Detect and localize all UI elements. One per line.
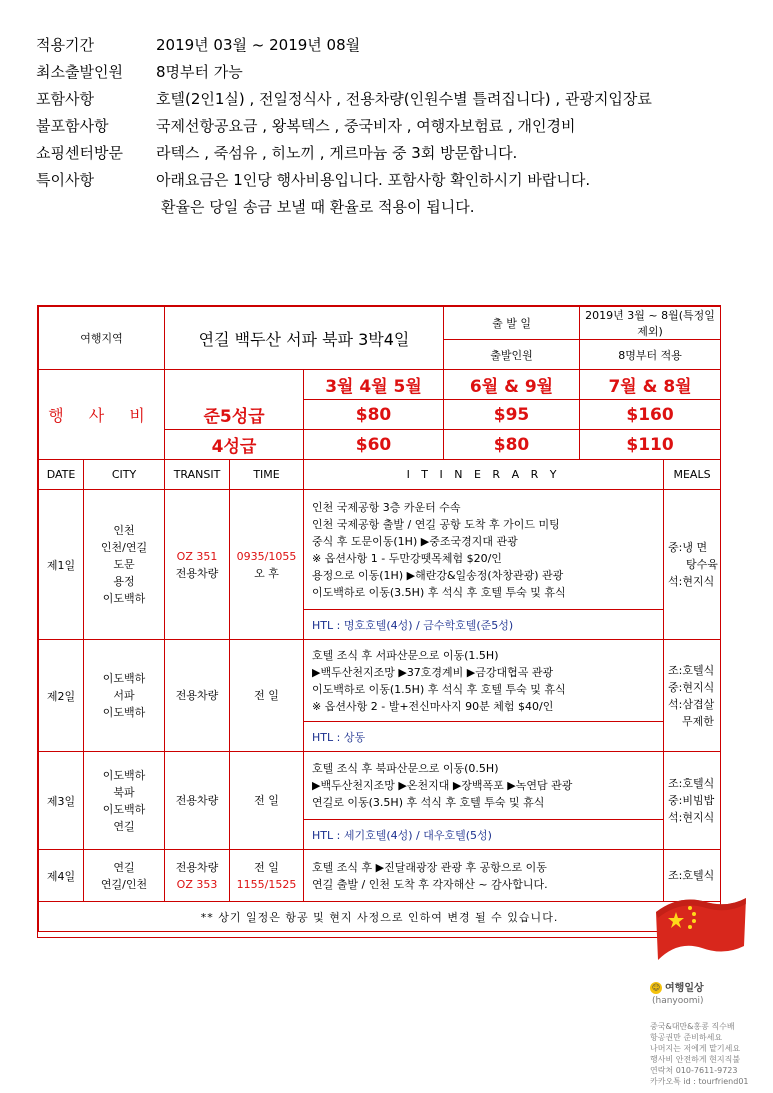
day-row-4	[39, 850, 721, 902]
info-row-period	[36, 32, 756, 59]
activity: ※ 옵션사항 2 - 발+전신마사지 90분 체험 $40/인	[312, 699, 554, 713]
city: 이도백하	[102, 706, 146, 719]
price-value: $60	[304, 430, 444, 460]
day-label: 제4일	[39, 850, 84, 902]
time-cell	[230, 640, 304, 752]
price-value: $110	[580, 430, 721, 460]
region-label: 여행지역	[39, 307, 165, 370]
city: 인천	[113, 524, 135, 537]
activity: 호텔 조식 후 서파산문으로 이동(1.5H)	[312, 648, 499, 662]
departure-value: 2019년 3월 ~ 8월(특정일제외)	[580, 307, 721, 340]
watermark-line: 카카오톡 id : tourfriend01	[650, 1077, 749, 1086]
flight-number: OZ 353	[176, 877, 218, 891]
watermark-lines	[650, 1021, 765, 1087]
info-value: 라텍스 , 죽섬유 , 히노끼 , 게르마늄 중 3회 방문합니다.	[156, 144, 518, 162]
info-row-notes	[36, 167, 756, 194]
watermark-line: 나머지는 저에게 맡기세요	[650, 1044, 741, 1053]
info-value: 국제선항공요금 , 왕복텍스 , 중국비자 , 여행자보험료 , 개인경비	[156, 117, 576, 135]
activity: ▶백두산천지조망 ▶온천지대 ▶장백폭포 ▶녹연담 관광	[312, 779, 573, 792]
day-row-2	[39, 640, 721, 722]
time-cell	[230, 752, 304, 850]
city: 이도백하	[102, 768, 146, 782]
china-flag-icon	[650, 890, 750, 970]
meal: 석:현지식	[668, 811, 715, 824]
hotel-info: HTL : 상동	[304, 722, 664, 752]
footer-note: ** 상기 일정은 항공 및 현지 사정으로 인하여 변경 될 수 있습니다.	[39, 902, 721, 932]
activity: 호텔 조식 후 ▶진달래광장 관광 후 공항으로 이동	[312, 860, 547, 874]
season-header: 7월 & 8월	[580, 370, 721, 400]
col-date: DATE	[39, 460, 84, 490]
activity: 중식 후 도문이동(1H) ▶중조국경지대 관광	[312, 534, 518, 548]
activity: ▶백두산천지조망 ▶37호경계비 ▶금강대협곡 관광	[312, 665, 554, 679]
time-cell	[230, 490, 304, 640]
activities-cell	[304, 640, 664, 722]
meal: 석:삼겹살	[668, 697, 715, 711]
season-header: 3월 4월 5월	[304, 370, 444, 400]
tour-title: 연길 백두산 서파 북파 3박4일	[165, 307, 444, 370]
info-block	[36, 32, 756, 221]
price-season-row	[39, 370, 721, 400]
day-label: 제1일	[39, 490, 84, 640]
city: 인천/연길	[100, 541, 148, 554]
info-label: 불포함사항	[36, 117, 109, 135]
watermark-title	[650, 982, 765, 994]
time: 전 일	[254, 794, 279, 807]
col-meals: MEALS	[664, 460, 721, 490]
city: 용정	[113, 575, 135, 588]
departure-label: 출 발 일	[444, 307, 580, 340]
transit: 전용차량	[175, 689, 219, 702]
activity: 이도백하로 이동(1.5H) 후 석식 후 호텔 투숙 및 휴식	[312, 682, 566, 696]
city: 연길/인천	[100, 877, 148, 891]
price-value: $160	[580, 400, 721, 430]
meals-cell	[664, 752, 721, 850]
info-row-notes-2	[36, 194, 756, 221]
col-transit: TRANSIT	[165, 460, 230, 490]
transit-cell	[165, 850, 230, 902]
activity: 인천 국제공항 3층 카운터 수속	[312, 500, 461, 514]
activity: 연길 출발 / 인천 도착 후 각자해산 ~ 감사합니다.	[312, 877, 548, 891]
time: 오 후	[254, 566, 279, 580]
watermark-line: 행사비 안전하게 현지직불	[650, 1055, 741, 1064]
day-label: 제2일	[39, 640, 84, 752]
time-cell	[230, 850, 304, 902]
itinerary-table	[38, 306, 721, 932]
info-row-min-people	[36, 59, 756, 86]
price-value: $80	[304, 400, 444, 430]
activity: 연길로 이동(3.5H) 후 석식 후 호텔 투숙 및 휴식	[312, 796, 545, 809]
column-header-row	[39, 460, 721, 490]
transit-cell	[165, 640, 230, 752]
city: 이도백하	[102, 802, 146, 816]
flight-time: 0935/1055	[236, 549, 297, 563]
meal: 조:호텔식	[668, 663, 715, 677]
transit: 전용차량	[175, 860, 219, 874]
meal: 중:현지식	[668, 680, 715, 694]
watermark-handle: (hanyoomi)	[652, 996, 704, 1006]
price-value: $95	[444, 400, 580, 430]
info-row-included	[36, 86, 756, 113]
activity: ※ 옵션사항 1 - 두만강뗏목체험 $20/인	[312, 551, 502, 565]
watermark-line: 중국&대만&홍콩 직수배	[650, 1022, 735, 1031]
watermark-name: 여행일상	[665, 982, 704, 994]
transit: 전용차량	[175, 566, 219, 580]
meal: 무제한	[682, 714, 714, 728]
col-city: CITY	[84, 460, 165, 490]
meal: 중:비빔밥	[668, 794, 715, 807]
city-cell	[84, 640, 165, 752]
activities-cell	[304, 752, 664, 820]
activity: 인천 국제공항 출발 / 연길 공항 도착 후 가이드 미팅	[312, 517, 560, 531]
smiley-icon: ☺	[651, 983, 661, 992]
info-value: 2019년 03월 ~ 2019년 08월	[156, 36, 361, 54]
transit: 전용차량	[175, 794, 219, 807]
meal: 탕수육	[686, 558, 718, 571]
info-label: 적용기간	[36, 36, 94, 54]
header-row-1	[39, 307, 721, 340]
info-value: 환율은 당일 송금 보낼 때 환율로 적용이 됩니다.	[161, 198, 475, 216]
city: 도문	[113, 558, 135, 571]
price-label: 행 사 비	[39, 370, 165, 460]
season-header: 6월 & 9월	[444, 370, 580, 400]
col-itinerary: I T I N E R A R Y	[304, 460, 664, 490]
hotel-info: HTL : 명호호텔(4성) / 금수학호텔(준5성)	[304, 610, 664, 640]
meal: 조:호텔식	[668, 869, 715, 882]
meal: 석:현지식	[668, 575, 715, 588]
flight-number: OZ 351	[176, 549, 218, 563]
footer-row	[39, 902, 721, 932]
info-label: 포함사항	[36, 90, 94, 108]
col-time: TIME	[230, 460, 304, 490]
city: 서파	[113, 689, 135, 702]
watermark-line: 연락처 010-7611-9723	[650, 1066, 738, 1075]
info-label: 최소출발인원	[36, 63, 123, 81]
city: 북파	[113, 785, 135, 799]
activity: 이도백하로 이동(3.5H) 후 석식 후 호텔 투숙 및 휴식	[312, 585, 566, 599]
activities-cell	[304, 490, 664, 610]
city-cell	[84, 752, 165, 850]
info-value: 아래요금은 1인당 행사비용입니다. 포함사항 확인하시기 바랍니다.	[156, 171, 591, 189]
city-cell	[84, 850, 165, 902]
flight-time: 1155/1525	[236, 877, 297, 891]
day-row-3	[39, 752, 721, 820]
price-corner-blank	[165, 370, 304, 400]
meal: 조:호텔식	[668, 777, 715, 790]
info-value: 호텔(2인1실) , 전일정식사 , 전용차량(인원수별 틀려집니다) , 관광지입장료	[156, 90, 652, 108]
min-people-value: 8명부터 적용	[580, 340, 721, 370]
grade-name: 준5성급	[165, 400, 304, 430]
activity: 호텔 조식 후 북파산문으로 이동(0.5H)	[312, 762, 499, 775]
info-row-excluded	[36, 113, 756, 140]
city: 연길	[113, 860, 135, 874]
city: 이도백하	[102, 672, 146, 685]
time: 전 일	[254, 689, 279, 702]
min-people-label: 출발인원	[444, 340, 580, 370]
day-label: 제3일	[39, 752, 84, 850]
time: 전 일	[254, 860, 279, 874]
day-row-1	[39, 490, 721, 610]
info-value: 8명부터 가능	[156, 63, 243, 81]
blog-watermark	[650, 982, 765, 1087]
info-label: 특이사항	[36, 171, 94, 189]
price-value: $80	[444, 430, 580, 460]
hotel-info: HTL : 세기호텔(4성) / 대우호텔(5성)	[304, 820, 664, 850]
transit-cell	[165, 490, 230, 640]
info-label: 쇼핑센터방문	[36, 144, 123, 162]
meals-cell	[664, 490, 721, 640]
meal: 중:냉 면	[668, 541, 708, 554]
city: 연길	[113, 819, 135, 833]
city-cell	[84, 490, 165, 640]
city: 이도백하	[102, 592, 146, 605]
grade-name: 4성급	[165, 430, 304, 460]
info-row-shopping	[36, 140, 756, 167]
transit-cell	[165, 752, 230, 850]
meals-cell	[664, 640, 721, 752]
activities-cell	[304, 850, 664, 902]
watermark-line: 항공권만 준비하세요	[650, 1033, 723, 1042]
activity: 용정으로 이동(1H) ▶해란강&일송정(차창관광) 관광	[312, 568, 564, 582]
